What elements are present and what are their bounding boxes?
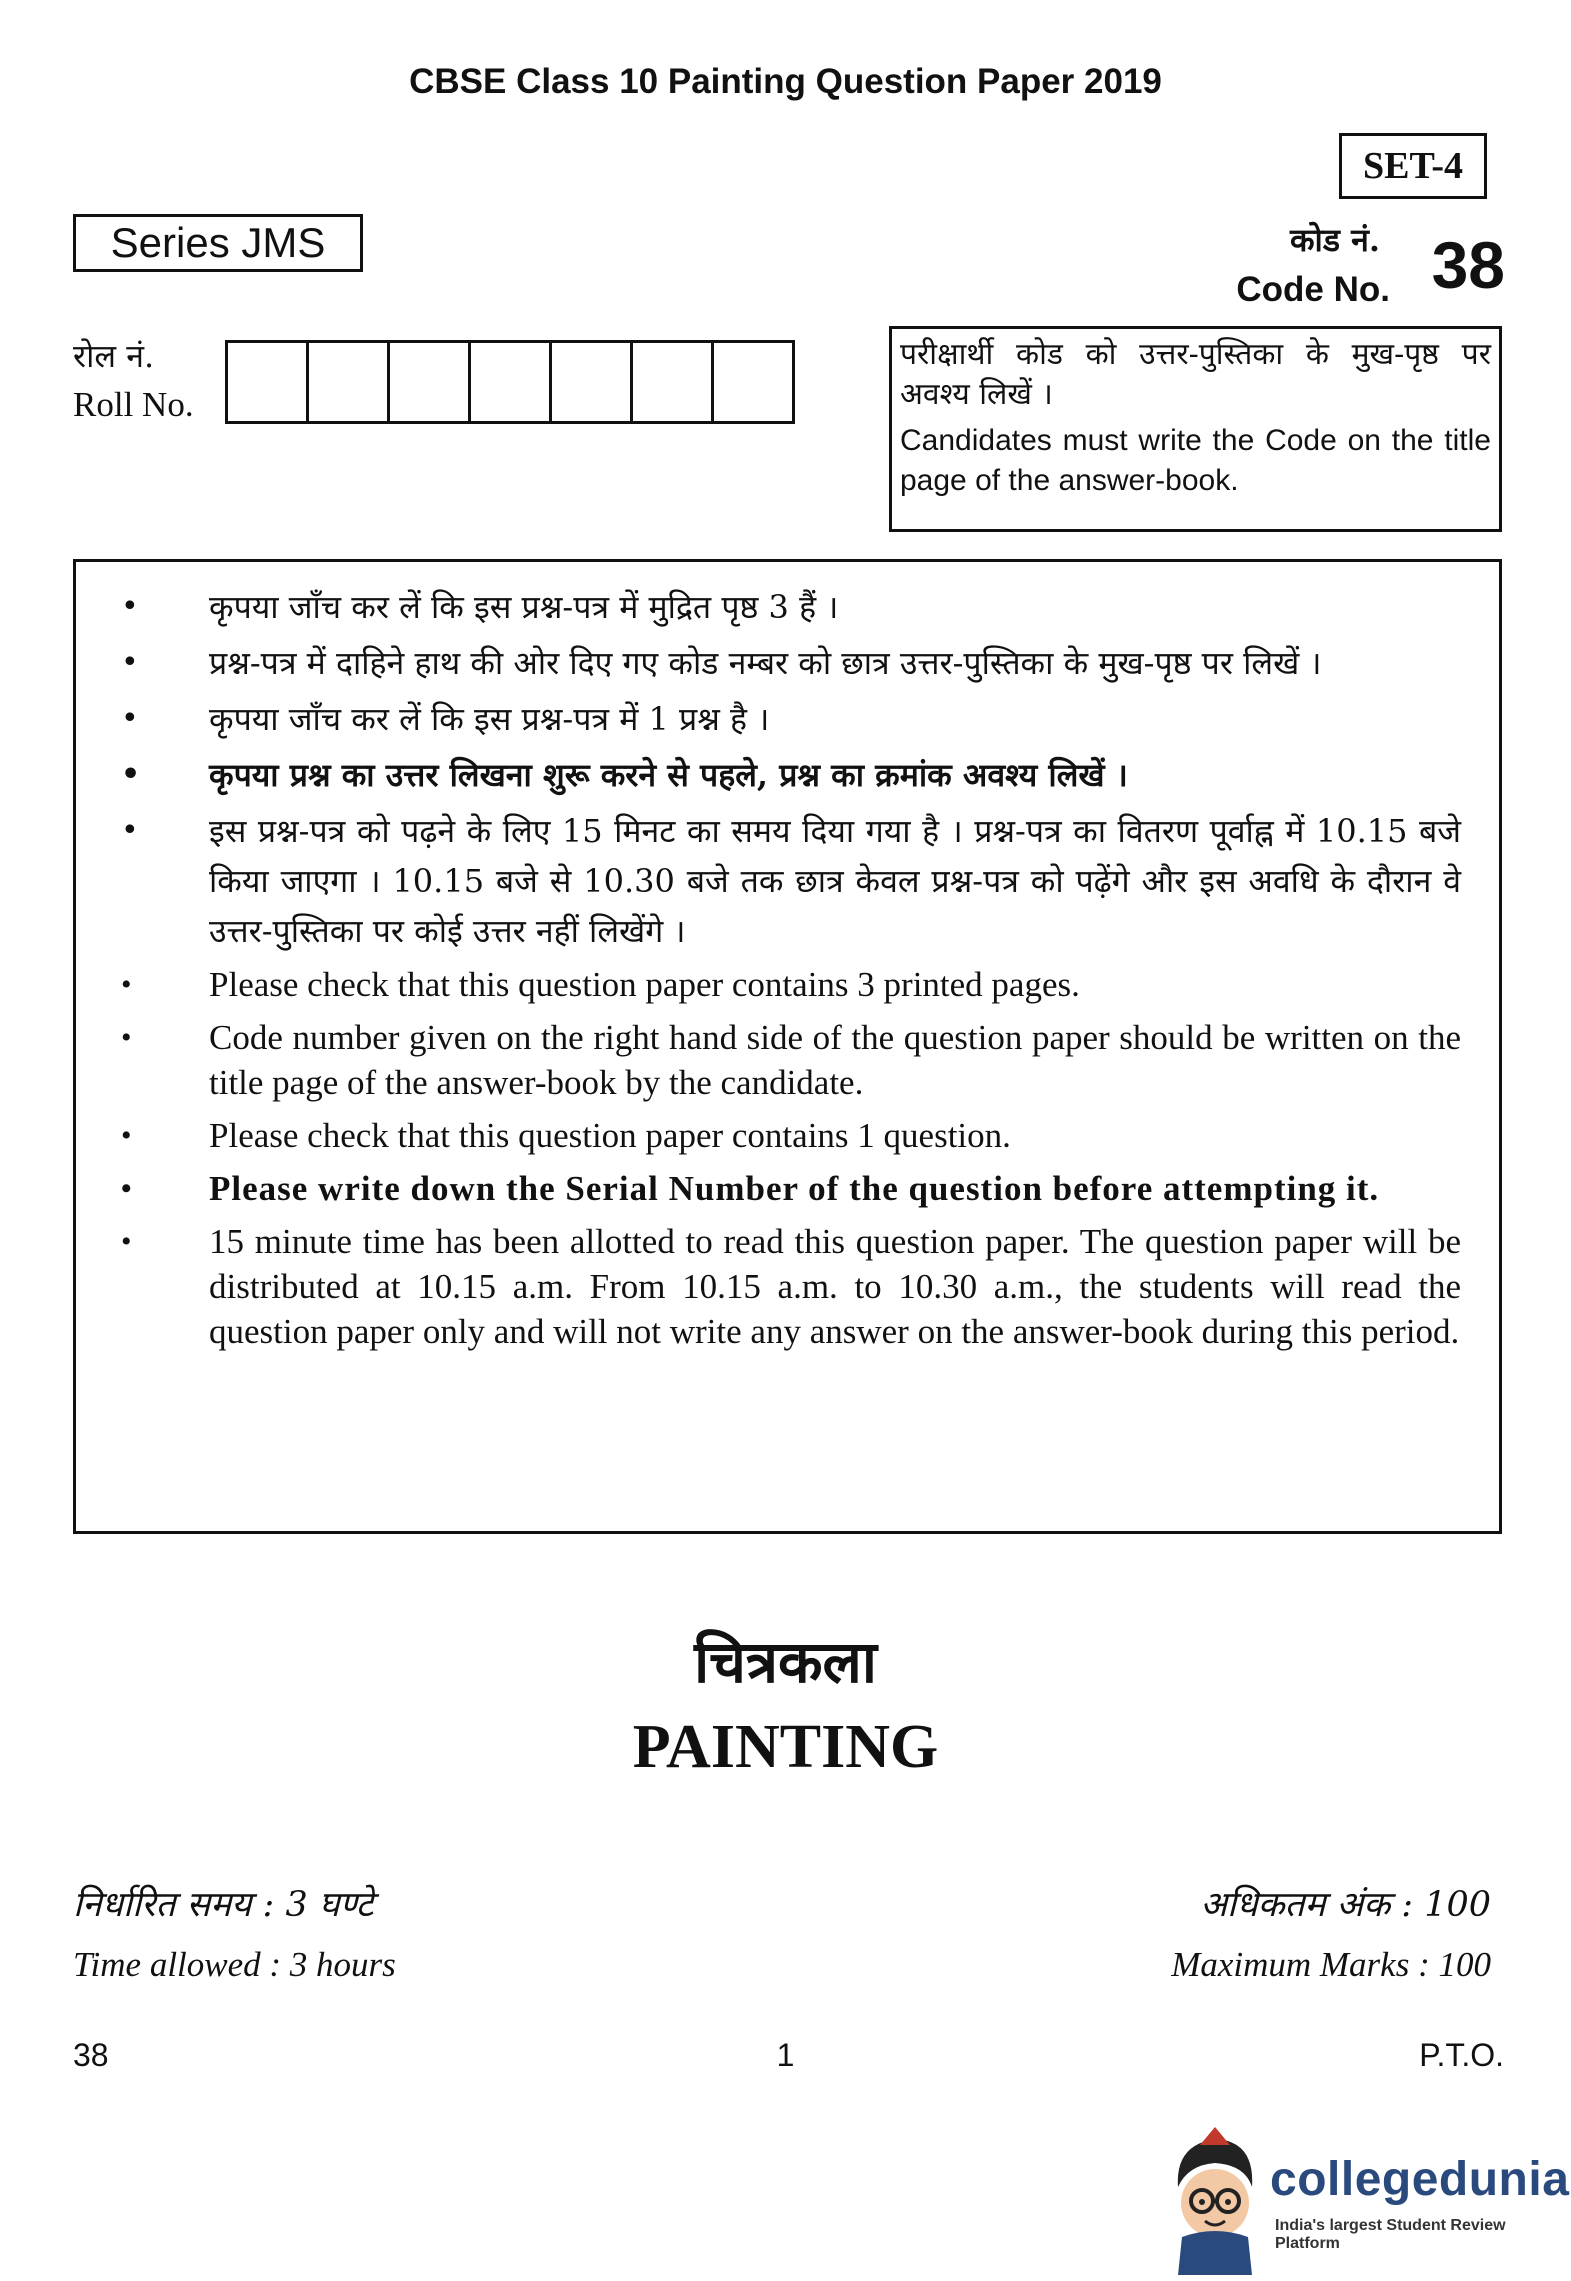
instruction-text: Code number given on the right hand side of the question paper should be written on the title page of the answer-book by the candidate.	[209, 1018, 1461, 1102]
instructions-box	[73, 559, 1502, 1534]
roll-digit-box[interactable]	[228, 343, 309, 421]
roll-digit-box[interactable]	[552, 343, 633, 421]
subject-title-hindi: चित्रकला	[694, 1628, 877, 1696]
code-label-hindi: कोड नं.	[1289, 221, 1380, 259]
instruction-text: कृपया जाँच कर लें कि इस प्रश्न-पत्र में मुद्रित पृष्ठ 3 हैं ।	[209, 588, 839, 626]
document-title: CBSE Class 10 Painting Question Paper 2019	[409, 62, 1162, 101]
instruction-text: 15 minute time has been allotted to read this question paper. The question paper will be distributed at 10.15 a.m. From 10.15 a.m. to 10.30 a.m., the students will read the question paper only and will not write any answer on the answer-book during this period.	[209, 1222, 1461, 1351]
brand-logo-name: collegedunia	[1270, 2153, 1570, 2206]
bullet-icon: •	[121, 757, 141, 792]
roll-digit-box[interactable]	[390, 343, 471, 421]
roll-digit-box[interactable]	[471, 343, 552, 421]
roll-number-grid[interactable]	[225, 340, 795, 424]
time-allowed: Time allowed : 3 hours	[73, 1945, 396, 1984]
instruction-text: प्रश्न-पत्र में दाहिने हाथ की ओर दिए गए कोड नम्बर को छात्र उत्तर-पुस्तिका के मुख-पृष्ठ पर लिखें ।	[209, 644, 1322, 682]
candidate-note-box	[889, 326, 1502, 532]
instruction-item	[121, 806, 1461, 956]
pto-label: P.T.O.	[1419, 2037, 1504, 2073]
candidate-note: Candidates must write the Code on the title page of the answer-book.	[900, 424, 1491, 497]
student-mascot-icon	[1160, 2125, 1270, 2275]
instruction-text: कृपया जाँच कर लें कि इस प्रश्न-पत्र में 1 प्रश्न है ।	[209, 700, 770, 738]
instruction-item	[121, 750, 1461, 800]
code-label: Code No.	[1236, 270, 1390, 309]
instruction-text: Please write down the Serial Number of the question before attempting it.	[209, 1169, 1380, 1208]
instruction-item	[121, 1166, 1461, 1211]
maximum-marks: Maximum Marks : 100	[1171, 1945, 1491, 1984]
instruction-text: Please check that this question paper contains 3 printed pages.	[209, 965, 1080, 1004]
roll-digit-box[interactable]	[633, 343, 714, 421]
bullet-icon: •	[121, 1172, 133, 1205]
roll-digit-box[interactable]	[309, 343, 390, 421]
bullet-icon: •	[121, 1225, 132, 1258]
brand-tagline: India's largest Student Review Platform	[1275, 2217, 1506, 2252]
instruction-item	[121, 582, 1461, 632]
instruction-item	[121, 1015, 1461, 1105]
bullet-icon: •	[121, 813, 139, 848]
instruction-text: इस प्रश्न-पत्र को पढ़ने के लिए 15 मिनट का समय दिया गया है । प्रश्न-पत्र का वितरण पूर्वाह्न में 10.15 बजे किया जाएगा । 10.15 बजे से 10.30 बजे तक छात्र केवल प्रश्न-पत्र को पढ़ेंगे और इस अवधि के दौरान वे उत्तर-पुस्तिका पर कोई उत्तर नहीं लिखेंगे ।	[209, 812, 1461, 950]
instruction-text: कृपया प्रश्न का उत्तर लिखना शुरू करने से पहले, प्रश्न का क्रमांक अवश्य लिखें ।	[209, 756, 1128, 794]
footer-code: 38	[73, 2037, 109, 2073]
subject-title: PAINTING	[632, 1713, 939, 1781]
candidate-note-hindi: परीक्षार्थी कोड को उत्तर-पुस्तिका के मुख-पृष्ठ पर अवश्य लिखें ।	[900, 337, 1491, 412]
instruction-item	[121, 1219, 1461, 1354]
bullet-icon: •	[121, 701, 139, 736]
instruction-item	[121, 1113, 1461, 1158]
bullet-icon: •	[121, 968, 132, 1001]
time-allowed-hindi: निर्धारित समय : 3 घण्टे	[73, 1885, 374, 1925]
page-number: 1	[776, 2037, 795, 2073]
set-badge: SET-4	[1339, 133, 1487, 199]
maximum-marks-hindi: अधिकतम अंक : 100	[1200, 1885, 1491, 1925]
roll-label-hindi: रोल नं.	[73, 337, 155, 375]
bullet-icon: •	[121, 589, 139, 624]
series-badge: Series JMS	[73, 214, 363, 272]
instructions-list	[121, 582, 1461, 1362]
code-number: 38	[1431, 228, 1505, 302]
instruction-item	[121, 962, 1461, 1007]
roll-label: Roll No.	[73, 385, 194, 424]
instruction-item	[121, 638, 1461, 688]
instruction-text: Please check that this question paper contains 1 question.	[209, 1116, 1011, 1155]
bullet-icon: •	[121, 1119, 132, 1152]
instruction-item	[121, 694, 1461, 744]
bullet-icon: •	[121, 645, 139, 680]
bullet-icon: •	[121, 1021, 132, 1054]
roll-digit-box[interactable]	[714, 343, 792, 421]
